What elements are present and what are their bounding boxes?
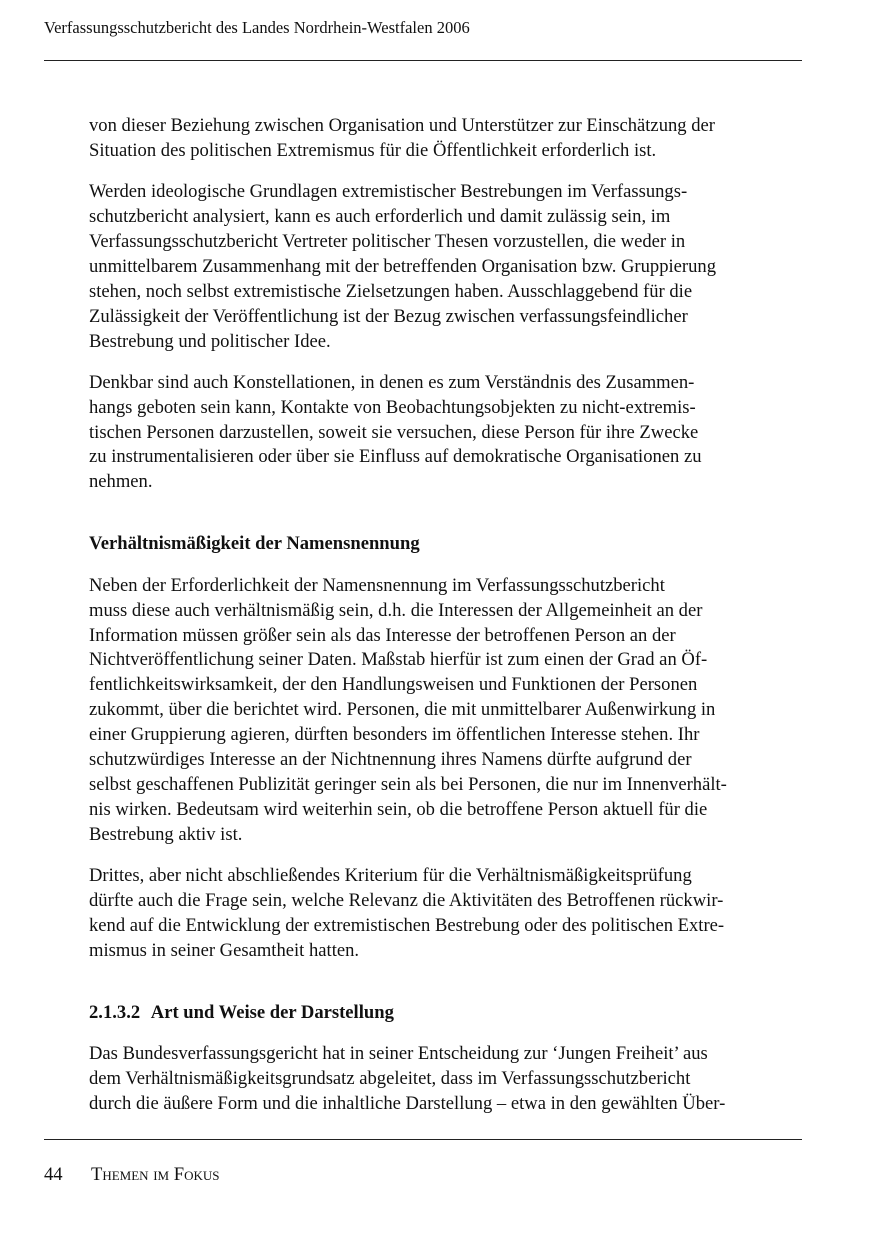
text-line: Bestrebung aktiv ist. — [89, 823, 243, 845]
text-line: nehmen. — [89, 471, 153, 493]
text-line: zu instrumentalisieren oder über sie Einfluss auf demokratische Organisationen zu — [89, 446, 702, 468]
text-line: von dieser Beziehung zwischen Organisation und Unterstützer zur Einschätzung der — [89, 115, 715, 136]
section-heading-text: Verhältnismäßigkeit der Namensnennung — [89, 533, 420, 555]
text-line: Bestrebung und politischer Idee. — [89, 330, 331, 352]
section-heading — [89, 532, 803, 557]
text-line: Situation des politischen Extremismus für die Öffentlichkeit erforderlich ist. — [89, 139, 657, 161]
text-line: stehen, noch selbst extremistische Zielsetzungen haben. Ausschlaggebend für die — [89, 280, 693, 302]
text-line: Information müssen größer sein als das Interesse der betroffenen Person an der — [89, 624, 676, 646]
paragraph — [89, 574, 803, 848]
header-rule — [44, 60, 802, 61]
text-line: mismus in seiner Gesamtheit hatten. — [89, 939, 360, 961]
text-line: dürfte auch die Frage sein, welche Relevanz die Aktivitäten des Betroffenen rückwir- — [89, 889, 724, 911]
section-heading-text: Art und Weise der Darstellung — [150, 1001, 394, 1023]
text-line: fentlichkeitswirksamkeit, der den Handlungsweisen und Funktionen der Personen — [89, 674, 698, 696]
text-line: Denkbar sind auch Konstellationen, in denen es zum Verständnis des Zusammen- — [89, 371, 695, 393]
page-number: 44 — [44, 1164, 63, 1185]
section-number: 2.1.3.2 — [89, 1001, 141, 1023]
text-line: selbst geschaffenen Publizität geringer sein als bei Personen, die nur im Innenverhält- — [89, 773, 727, 795]
paragraph — [89, 180, 803, 354]
paragraph — [89, 371, 803, 496]
text-line: Verfassungsschutzbericht Vertreter politischer Thesen vorzustellen, die weder in — [89, 230, 686, 252]
text-line: hangs geboten sein kann, Kontakte von Beobachtungsobjekten zu nicht-extremis- — [89, 396, 696, 418]
footer-rule — [44, 1139, 802, 1140]
text-line: Zulässigkeit der Veröffentlichung ist der Bezug zwischen verfassungsfeindlicher — [89, 305, 688, 327]
text-line: schutzwürdiges Interesse an der Nichtnennung ihres Namens dürfte aufgrund der — [89, 749, 692, 771]
text-line: Werden ideologische Grundlagen extremistischer Bestrebungen im Verfassungs- — [89, 181, 688, 203]
text-line: dem Verhältnismäßigkeitsgrundsatz abgeleitet, dass im Verfassungsschutzbericht — [89, 1067, 691, 1089]
subsection-heading — [89, 1001, 803, 1026]
text-line: Neben der Erforderlichkeit der Namensnennung im Verfassungsschutzbericht — [89, 574, 665, 596]
running-header: Verfassungsschutzbericht des Landes Nordrhein-Westfalen 2006 — [44, 18, 470, 37]
text-line: kend auf die Entwicklung der extremistischen Bestrebung oder des politischen Extre- — [89, 914, 725, 936]
paragraph — [89, 1042, 803, 1117]
paragraph — [89, 864, 803, 964]
page-footer — [44, 1163, 220, 1187]
text-line: unmittelbarem Zusammenhang mit der betreffenden Organisation bzw. Gruppierung — [89, 255, 717, 277]
text-line: Nichtveröffentlichung seiner Daten. Maßstab hierfür ist zum einen der Grad an Öf- — [89, 649, 708, 671]
footer-section-name: Themen im Fokus — [91, 1164, 220, 1185]
text-line: nis wirken. Bedeutsam wird weiterhin sein, ob die betroffene Person aktuell für die — [89, 798, 708, 820]
page-body — [89, 114, 803, 1133]
text-line: einer Gruppierung agieren, dürften besonders im öffentlichen Interesse stehen. Ihr — [89, 724, 700, 746]
text-line: tischen Personen darzustellen, soweit sie versuchen, diese Person für ihre Zwecke — [89, 421, 699, 443]
text-line: Drittes, aber nicht abschließendes Kriterium für die Verhältnismäßigkeitsprüfung — [89, 864, 692, 886]
text-line: durch die äußere Form und die inhaltliche Darstellung – etwa in den gewählten Über- — [89, 1092, 726, 1114]
paragraph — [89, 114, 803, 164]
text-line: schutzbericht analysiert, kann es auch erforderlich und damit zulässig sein, im — [89, 206, 671, 228]
text-line: muss diese auch verhältnismäßig sein, d.h. die Interessen der Allgemeinheit an der — [89, 599, 703, 621]
text-line: Das Bundesverfassungsgericht hat in seiner Entscheidung zur ‘Jungen Freiheit’ aus — [89, 1042, 708, 1064]
text-line: zukommt, über die berichtet wird. Personen, die mit unmittelbarer Außenwirkung in — [89, 699, 716, 721]
